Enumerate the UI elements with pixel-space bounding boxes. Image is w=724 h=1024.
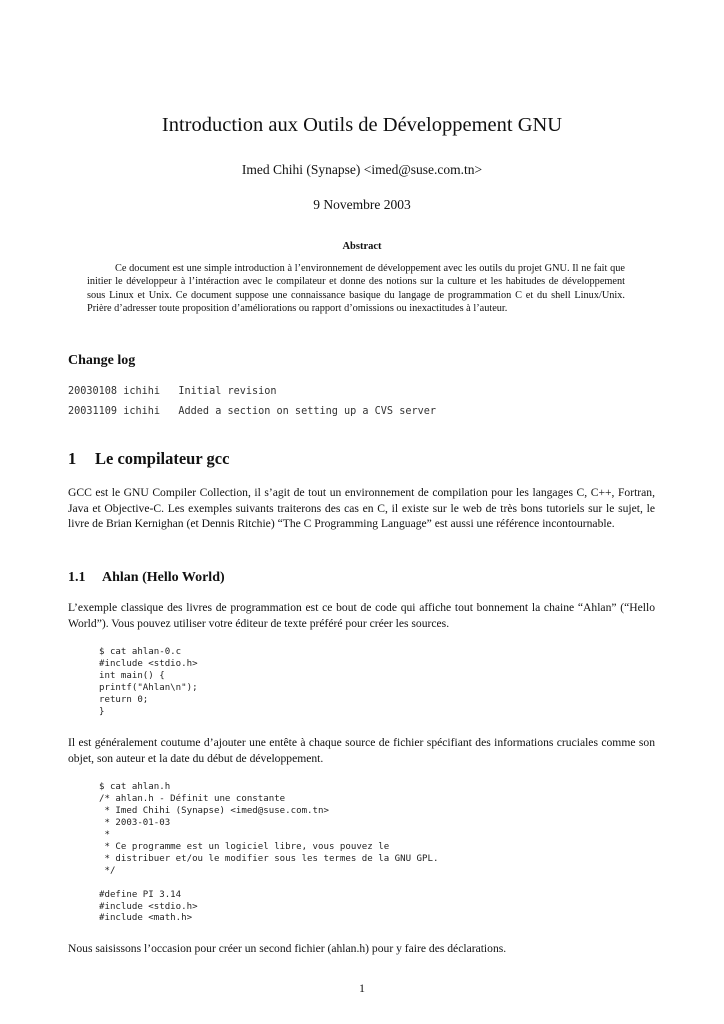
section-paragraph: GCC est le GNU Compiler Collection, il s’agit de tout un environnement de compilation pour les langages C, C++, Fortran, Java et Objective-C. Les exemples suivants traiterons des cas en C, il existe sur le web de très bons tutoriels sur le sujet, le livre de Brian Kernighan (et Dennis Ritchie) “The C Programming Language” est aussi une référence incontournable. xyxy=(68,486,655,531)
section-title: Le compilateur gcc xyxy=(95,449,230,468)
changelog-heading: Change log xyxy=(68,353,136,368)
changelog-entry: 20031109 ichihi Added a section on setting up a CVS server xyxy=(68,406,437,417)
subsection-paragraph: L’exemple classique des livres de programmation est ce bout de code qui affiche tout bonnement la chaine “Ahlan” (“Hello World”). Vous pouvez utiliser votre éditeur de texte préféré pour créer les sources. xyxy=(68,601,655,630)
document-date: 9 Novembre 2003 xyxy=(313,197,411,212)
document-title: Introduction aux Outils de Développement GNU xyxy=(161,114,563,136)
code-block-ahlan-c: $ cat ahlan-0.c #include <stdio.h> int main() { printf("Ahlan\n"); return 0; } xyxy=(99,647,198,717)
subsection-paragraph: Il est généralement coutume d’ajouter une entête à chaque source de fichier spécifiant des informations cruciales comme son objet, son auteur et la date du début de développement. xyxy=(68,736,655,765)
code-block-ahlan-h: $ cat ahlan.h /* ahlan.h - Définit une constante * Imed Chihi (Synapse) <imed@suse.com.tn> * 2003-01-03 * * Ce programme est un logiciel libre, vous pouvez le * distribuer et/ou le modifier sous les termes de la GNU GPL. */ #define PI 3.14 #include <stdio.h> #include <math.h> xyxy=(99,782,439,924)
subsection-heading xyxy=(68,570,225,586)
subsection-number: 1.1 xyxy=(68,570,86,585)
section-number: 1 xyxy=(68,449,77,468)
section-heading xyxy=(68,449,229,469)
subsection-title: Ahlan (Hello World) xyxy=(102,570,225,585)
page-number: 1 xyxy=(359,981,365,995)
author-line: Imed Chihi (Synapse) <imed@suse.com.tn> xyxy=(241,162,483,177)
abstract-text: Ce document est une simple introduction à l’environnement de développement avec les outils du projet GNU. Il ne fait que initier le développeur à l’intéraction avec le compilateur et donne des notions sur la culture et les habitudes de développement sous Linux et Unix. Ce document suppose une connaissance basique du langage de programmation C et du shell Linux/Unix. Prière d’adresser toute proposition d’améliorations ou rapport d’omissions ou inexactitudes à l’auteur. xyxy=(87,263,625,314)
changelog-entry: 20030108 ichihi Initial revision xyxy=(68,386,277,397)
abstract-heading: Abstract xyxy=(342,241,382,252)
subsection-paragraph: Nous saisissons l’occasion pour créer un second fichier (ahlan.h) pour y faire des déclarations. xyxy=(68,942,507,955)
